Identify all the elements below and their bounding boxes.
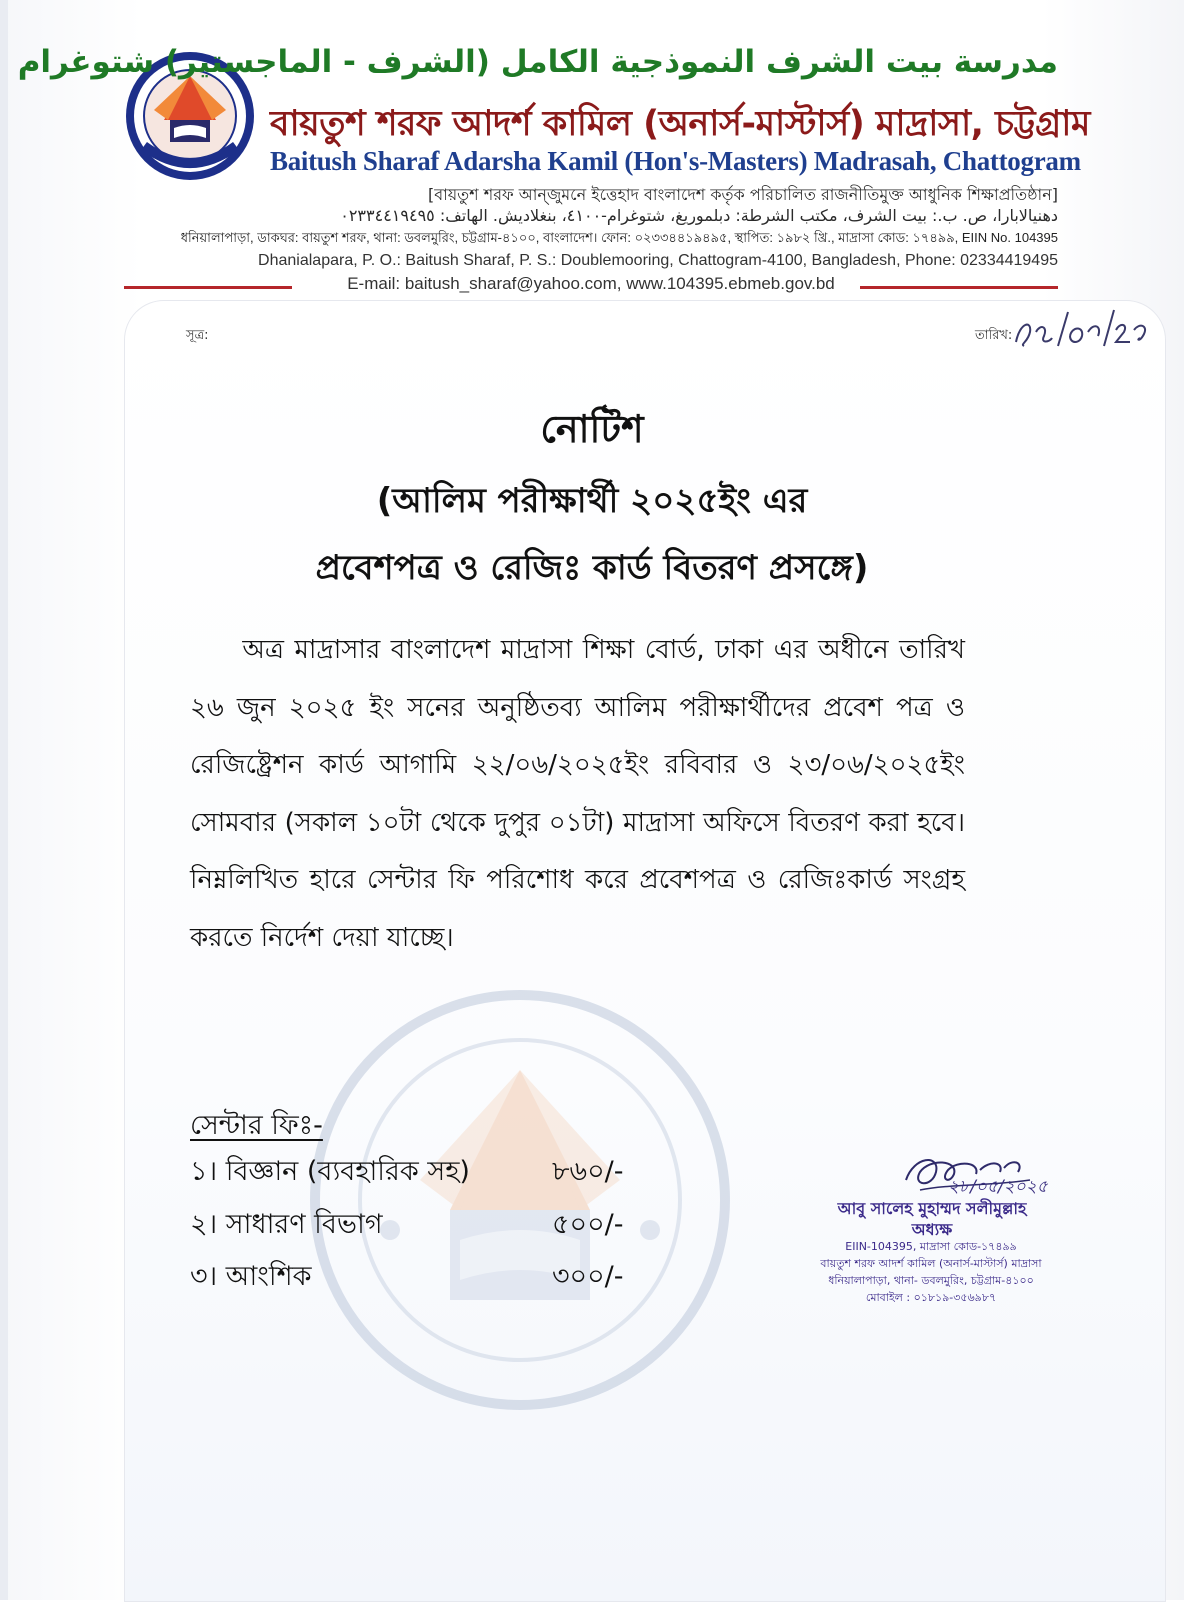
fee-item-amount: ৮৬০/- (552, 1156, 624, 1187)
fee-item-label: ২। সাধারণ বিভাগ (190, 1209, 383, 1240)
fee-section-title: সেন্টার ফিঃ- (190, 1110, 323, 1141)
fee-item-label: ৩। আংশিক (190, 1261, 312, 1292)
fee-item-label: ১। বিজ্ঞান (ব্যবহারিক সহ) (190, 1156, 470, 1187)
notice-title: নোটিশ (540, 407, 644, 451)
fee-item-amount: ৩০০/- (552, 1261, 624, 1292)
header-email-website: E-mail: baitush_sharaf@yahoo.com, www.104395.ebmeb.gov.bd (347, 274, 835, 293)
header-arabic-name: مدرسة بيت الشرف النموذجية الكامل (الشرف - الماجستير) شتوغرام (17, 44, 1058, 80)
handwritten-date (1010, 302, 1160, 352)
header-english-name: Baitush Sharaf Adarsha Kamil (Hon's-Masters) Madrasah, Chattogram (270, 146, 1081, 176)
notice-subject-line2: প্রবেশপত্র ও রেজিঃ কার্ড বিতরণ প্রসঙ্গে) (315, 548, 869, 588)
header-address-arabic: دهنيالابارا، ص. ب.: بيت الشرف، مكتب الشرطة: دبلموريغ، شتوغرام-٤١٠٠، بنغلاديش. الهاتف: ٠٢٣٣٤٤١٩٤٩٥ (340, 206, 1058, 225)
header-address-english: Dhanialapara, P. O.: Baitush Sharaf, P. S.: Doublemooring, Chattogram-4100, Bangladesh, Phone: 02334419495 (258, 252, 1058, 269)
seal-address-line: ধনিয়ালাপাড়া, থানা- ডবলমুরিং, চট্টগ্রাম-৪১০০ (828, 1274, 1034, 1287)
scan-edge (0, 0, 8, 1600)
header-subtitle: [বায়তুশ শরফ আন্‌জুমনে ইত্তেহাদ বাংলাদেশ কর্তৃক পরিচালিত রাজনীতিমুক্ত আধুনিক শিক্ষাপ্রতিষ্ঠান] (427, 185, 1058, 204)
notice-body-paragraph: অত্র মাদ্রাসার বাংলাদেশ মাদ্রাসা শিক্ষা বোর্ড, ঢাকা এর অধীনে তারিখ ২৬ জুন ২০২৫ ইং সনের অনুষ্ঠিতব্য আলিম পরীক্ষার্থীদের প্রবেশ পত্র ও রেজিষ্ট্রেশন কার্ড আগামি ২২/০৬/২০২৫ইং রবিবার ও ২৩/০৬/২০২৫ইং সোমবার (সকাল ১০টা থেকে দুপুর ০১টা) মাদ্রাসা অফিসে বিতরণ করা হবে। নিম্নলিখিত হারে সেন্টার ফি পরিশোধ করে প্রবেশপত্র ও রেজিঃকার্ড সংগ্রহ করতে নির্দেশ দেয়া যাচ্ছে। (190, 635, 965, 953)
seal-institution-line: বায়তুশ শরফ আদর্শ কামিল (অনার্স-মাস্টার্স) মাদ্রাসা (820, 1257, 1042, 1270)
seal-code-line: EIIN-104395, মাদ্রাসা কোড-১৭৪৯৯ (845, 1240, 1017, 1253)
reference-label: সূত্র: (186, 328, 209, 343)
seal-designation: অধ্যক্ষ (911, 1220, 953, 1239)
date-label: তারিখ: (975, 328, 1013, 343)
seal-principal-name: আবু সালেহ মুহাম্মদ সলীমুল্লাহ (837, 1199, 1027, 1218)
notice-subject-line1: (আলিম পরীক্ষার্থী ২০২৫ইং এর (376, 481, 808, 521)
header-email-row (124, 274, 1058, 300)
fee-item-amount: ৫০০/- (552, 1209, 624, 1240)
watermark-emblem (300, 980, 740, 1420)
seal-mobile-line: মোবাইল : ০১৮১৯-৩৫৬৯৮৭ (865, 1291, 997, 1304)
header-address-bangla: ধনিয়ালাপাড়া, ডাকঘর: বায়তুশ শরফ, থানা: ডবলমুরিং, চট্টগ্রাম-৪১০০, বাংলাদেশ। ফোন: ০২৩৩৪৪১৯৪৯৫, স্থাপিত: ১৯৮২ খ্রি., মাদ্রাসা কোড: ১৭৪৯৯, EIIN No. 104395 (180, 230, 1058, 245)
signature-date: ২৮/০৫/২০২৫ (948, 1177, 1048, 1197)
header-bangla-name: বায়তুশ শরফ আদর্শ কামিল (অনার্স-মাস্টার্স) মাদ্রাসা, চট্টগ্রাম (270, 104, 1090, 144)
